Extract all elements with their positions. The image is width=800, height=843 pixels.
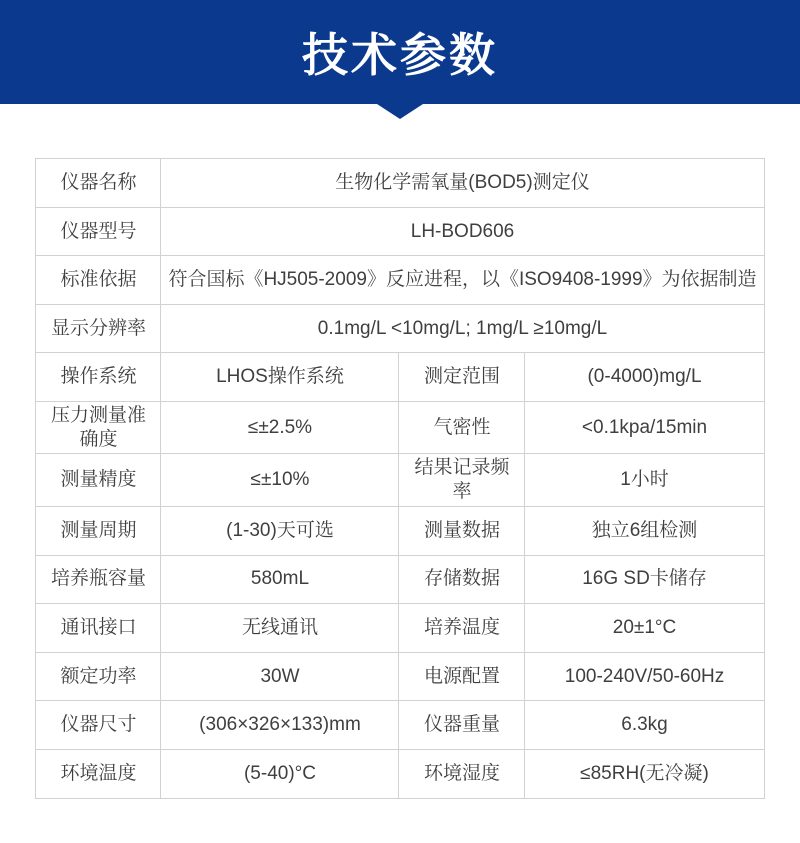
spec-label: 培养温度 (399, 604, 525, 653)
spec-label: 环境温度 (36, 749, 161, 798)
spec-label: 测定范围 (399, 353, 525, 402)
spec-value: 6.3kg (525, 701, 764, 750)
spec-value: ≤±10% (161, 454, 399, 507)
spec-label: 仪器尺寸 (36, 701, 161, 750)
spec-table-row (36, 256, 764, 305)
spec-value: (0-4000)mg/L (525, 353, 764, 402)
spec-label: 压力测量准确度 (36, 401, 161, 454)
spec-table-row (36, 749, 764, 798)
spec-label: 培养瓶容量 (36, 555, 161, 604)
spec-value: 生物化学需氧量(BOD5)测定仪 (161, 159, 764, 208)
spec-value: 0.1mg/L <10mg/L; 1mg/L ≥10mg/L (161, 304, 764, 353)
spec-label: 结果记录频率 (399, 454, 525, 507)
banner-arrow-icon (377, 104, 423, 119)
spec-value: (306×326×133)mm (161, 701, 399, 750)
spec-label: 通讯接口 (36, 604, 161, 653)
spec-table-row (36, 159, 764, 208)
spec-table-row (36, 401, 764, 454)
spec-label: 存储数据 (399, 555, 525, 604)
spec-value: ≤85RH(无冷凝) (525, 749, 764, 798)
spec-value: 100-240V/50-60Hz (525, 652, 764, 701)
spec-label: 显示分辨率 (36, 304, 161, 353)
spec-label: 气密性 (399, 401, 525, 454)
spec-value: LH-BOD606 (161, 207, 764, 256)
spec-value: 16G SD卡储存 (525, 555, 764, 604)
spec-table-row (36, 604, 764, 653)
header-banner (0, 0, 800, 104)
spec-label: 仪器型号 (36, 207, 161, 256)
spec-label: 仪器重量 (399, 701, 525, 750)
spec-value: 1小时 (525, 454, 764, 507)
spec-table-row (36, 454, 764, 507)
spec-value: (1-30)天可选 (161, 506, 399, 555)
spec-table-row (36, 555, 764, 604)
spec-label: 额定功率 (36, 652, 161, 701)
spec-label: 测量精度 (36, 454, 161, 507)
spec-label: 环境湿度 (399, 749, 525, 798)
spec-value: 无线通讯 (161, 604, 399, 653)
spec-table-row (36, 652, 764, 701)
spec-table-row (36, 506, 764, 555)
spec-value: 580mL (161, 555, 399, 604)
main-content (0, 119, 800, 799)
spec-value: 20±1°C (525, 604, 764, 653)
spec-label: 标准依据 (36, 256, 161, 305)
spec-value: ≤±2.5% (161, 401, 399, 454)
spec-table-row (36, 701, 764, 750)
spec-value: 独立6组检测 (525, 506, 764, 555)
spec-label: 测量数据 (399, 506, 525, 555)
spec-label: 操作系统 (36, 353, 161, 402)
spec-label: 仪器名称 (36, 159, 161, 208)
spec-value: 符合国标《HJ505-2009》反应进程，以《ISO9408-1999》为依据制造 (161, 256, 764, 305)
spec-table-row (36, 207, 764, 256)
spec-table-row (36, 304, 764, 353)
spec-table-row (36, 353, 764, 402)
spec-value: LHOS操作系统 (161, 353, 399, 402)
spec-value: (5-40)°C (161, 749, 399, 798)
spec-label: 测量周期 (36, 506, 161, 555)
spec-table-body (36, 159, 764, 799)
spec-value: 30W (161, 652, 399, 701)
page-title: 技术参数 (302, 29, 498, 81)
spec-value: <0.1kpa/15min (525, 401, 764, 454)
spec-label: 电源配置 (399, 652, 525, 701)
spec-table (35, 158, 764, 799)
